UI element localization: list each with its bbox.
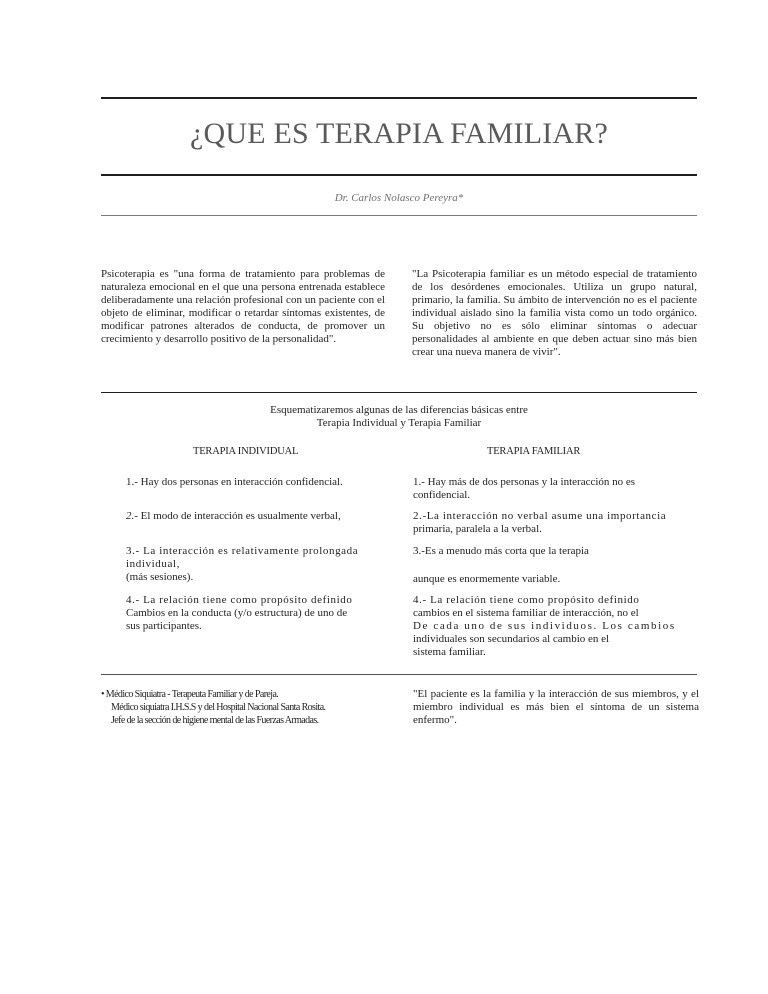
text-line: sus participantes. (126, 620, 202, 632)
text-line: primaria, paralela a la verbal. (413, 523, 542, 535)
text-line: 4.- La relación tiene como propósito definido (413, 594, 640, 606)
author-line: Dr. Carlos Nolasco Pereyra* (334, 192, 464, 204)
footnote-line-3: Jefe de la sección de higiene mental de las Fuerzas Armadas. (111, 715, 319, 726)
author-footnote (101, 688, 391, 727)
family-therapy-definition: "La Psicoterapia familiar es un método especial de tratamiento de los desórdenes emocionales. Utiliza un grupo natural, primario, la familia. Su ámbito de intervención no es el paciente individual aislado sino la familia vista como un todo orgánico. Su objetivo no es sólo eliminar síntomas o adecuar personalidades al ambiente en que deben actuar sino más bien crear una nueva manera de vivir". (412, 268, 697, 358)
comparison-intro (101, 404, 697, 430)
article-title: ¿QUE ES TERAPIA FAMILIAR? (189, 117, 609, 150)
text-line: 1.- Hay más de dos personas y la interacción no es (413, 476, 636, 488)
footnote-line-1: • Médico Siquiatra - Terapeuta Familiar y de Pareja. (101, 689, 279, 700)
text-line: Cambios en la conducta (y/o estructura) de uno de (126, 607, 348, 619)
text-line: 4.- La relación tiene como propósito definido (126, 594, 353, 606)
text-line: sistema familiar. (413, 646, 486, 658)
text-line: individual, (126, 558, 180, 570)
family-point-3b (413, 573, 701, 586)
text-line: aunque es enormemente variable. (413, 573, 561, 585)
family-point-3a (413, 545, 701, 558)
point-text: - El modo de interacción es usualmente verbal, (134, 510, 341, 522)
point-number: 2. (126, 510, 135, 522)
text-line: 1.- Hay dos personas en interacción confidencial. (126, 476, 343, 488)
intro-line-1: Esquematizaremos algunas de las diferencias básicas entre (270, 404, 528, 416)
individual-therapy-heading: TERAPIA INDIVIDUAL (193, 446, 299, 457)
text-line: (más sesiones). (126, 571, 194, 583)
family-therapy-heading: TERAPIA FAMILIAR (487, 446, 581, 457)
author-bottom-rule (101, 215, 697, 216)
family-point-1 (413, 476, 701, 502)
individual-point-2 (126, 510, 388, 523)
footnote-line-2: Médico siquiatra I.H.S.S y del Hospital Nacional Santa Rosita. (111, 702, 326, 713)
closing-quote: "El paciente es la familia y la interacción de sus miembros, y el miembro individual es más bien el síntoma de un sistema enfermo". (413, 688, 699, 726)
family-point-4 (413, 594, 701, 659)
text-line: 3.- La interacción es relativamente prolongada (126, 545, 359, 557)
text-line: 3.-Es a menudo más corta que la terapia (413, 545, 589, 557)
text-line: confidencial. (413, 489, 471, 501)
psychotherapy-definition: Psicoterapia es "una forma de tratamiento para problemas de naturaleza emocional en el que una persona entrenada establece deliberadamente una relación profesional con un paciente con el objeto de eliminar, modificar o retardar síntomas existentes, de modificar patrones alterados de conducta, de promover un crecimiento y desarrollo positivo de la personalidad". (101, 268, 385, 345)
text-line: De cada uno de sus individuos. Los cambios (413, 620, 676, 632)
text-line: individuales son secundarios al cambio en el (413, 633, 610, 645)
text-line: cambios en el sistema familiar de interacción, no el (413, 607, 639, 619)
intro-line-2: Terapia Individual y Terapia Familiar (316, 417, 482, 429)
top-rule (101, 97, 697, 99)
individual-point-1 (126, 476, 388, 489)
footer-rule (101, 674, 697, 675)
section-rule (101, 392, 697, 393)
individual-point-4 (126, 594, 388, 633)
text-line (126, 510, 388, 523)
family-point-2 (413, 510, 701, 536)
title-bottom-rule (101, 174, 697, 176)
individual-point-3 (126, 545, 388, 584)
text-line: 2.-La interacción no verbal asume una importancia (413, 510, 667, 522)
